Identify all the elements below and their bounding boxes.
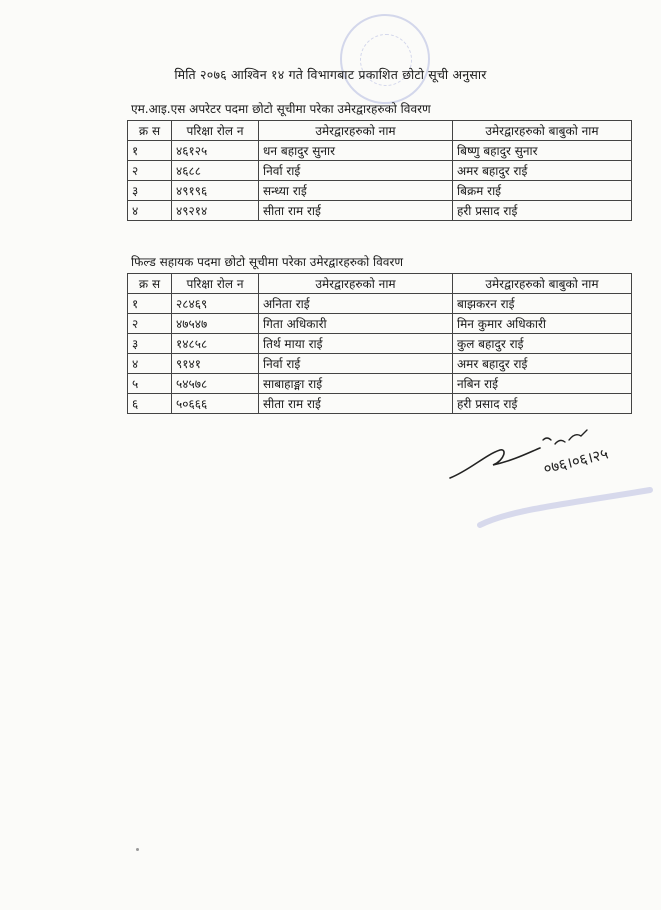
table-row bbox=[128, 334, 632, 354]
cell-candidate-name: साबाहाङ्मा राई bbox=[259, 374, 453, 394]
col-candidate-name: उमेरद्वारहरुको नाम bbox=[259, 121, 453, 141]
cell-father-name: हरी प्रसाद राई bbox=[453, 201, 632, 221]
signature-date: ०७६।०६।२५ bbox=[541, 444, 610, 478]
table-row bbox=[128, 181, 632, 201]
cell-candidate-name: निर्वा राई bbox=[259, 354, 453, 374]
cell-roll-no: ४९१९६ bbox=[172, 181, 259, 201]
page-heading: मिति २०७६ आश्विन १४ गते विभागबाट प्रकाशित छोटो सूची अनुसार bbox=[174, 67, 487, 82]
cell-candidate-name: सीता राम राई bbox=[259, 201, 453, 221]
cell-roll-no: ५४५७८ bbox=[172, 374, 259, 394]
table-row bbox=[128, 141, 632, 161]
cell-roll-no: ९१४१ bbox=[172, 354, 259, 374]
col-candidate-name: उमेरद्वारहरुको नाम bbox=[259, 274, 453, 294]
cell-serial: १ bbox=[128, 141, 172, 161]
cell-father-name: अमर बहादुर राई bbox=[453, 354, 632, 374]
cell-roll-no: ४७५४७ bbox=[172, 314, 259, 334]
col-serial: क्र स bbox=[128, 274, 172, 294]
cell-father-name: नबिन राई bbox=[453, 374, 632, 394]
section1-table bbox=[127, 120, 632, 221]
cell-serial: ६ bbox=[128, 394, 172, 414]
cell-father-name: बिष्णु बहादुर सुनार bbox=[453, 141, 632, 161]
section2-table bbox=[127, 273, 632, 414]
table-row bbox=[128, 314, 632, 334]
cell-serial: ४ bbox=[128, 201, 172, 221]
cell-roll-no: ५०६६६ bbox=[172, 394, 259, 414]
col-father-name: उमेरद्वारहरुको बाबुको नाम bbox=[453, 121, 632, 141]
table-row bbox=[128, 374, 632, 394]
cell-candidate-name: सीता राम राई bbox=[259, 394, 453, 414]
cell-serial: ५ bbox=[128, 374, 172, 394]
table-header-row bbox=[128, 274, 632, 294]
cell-candidate-name: गिता अधिकारी bbox=[259, 314, 453, 334]
cell-father-name: बाझकरन राई bbox=[453, 294, 632, 314]
cell-candidate-name: धन बहादुर सुनार bbox=[259, 141, 453, 161]
cell-father-name: बिक्रम राई bbox=[453, 181, 632, 201]
cell-candidate-name: निर्वा राई bbox=[259, 161, 453, 181]
table-row bbox=[128, 201, 632, 221]
cell-roll-no: १४८५८ bbox=[172, 334, 259, 354]
cell-father-name: मिन कुमार अधिकारी bbox=[453, 314, 632, 334]
faded-stamp-impression bbox=[470, 470, 660, 540]
cell-father-name: हरी प्रसाद राई bbox=[453, 394, 632, 414]
cell-father-name: अमर बहादुर राई bbox=[453, 161, 632, 181]
col-serial: क्र स bbox=[128, 121, 172, 141]
cell-roll-no: २८४६९ bbox=[172, 294, 259, 314]
cell-candidate-name: तिर्थ माया राई bbox=[259, 334, 453, 354]
paper-speck bbox=[136, 848, 139, 851]
table-row bbox=[128, 294, 632, 314]
cell-serial: २ bbox=[128, 314, 172, 334]
cell-roll-no: ४९२१४ bbox=[172, 201, 259, 221]
col-roll-no: परिक्षा रोल न bbox=[172, 121, 259, 141]
cell-serial: ३ bbox=[128, 181, 172, 201]
table-header-row bbox=[128, 121, 632, 141]
cell-serial: ४ bbox=[128, 354, 172, 374]
office-stamp bbox=[340, 14, 430, 104]
cell-roll-no: ४६८८ bbox=[172, 161, 259, 181]
cell-serial: २ bbox=[128, 161, 172, 181]
cell-serial: ३ bbox=[128, 334, 172, 354]
cell-serial: १ bbox=[128, 294, 172, 314]
cell-roll-no: ४६१२५ bbox=[172, 141, 259, 161]
cell-candidate-name: अनिता राई bbox=[259, 294, 453, 314]
cell-candidate-name: सन्ध्या राई bbox=[259, 181, 453, 201]
cell-father-name: कुल बहादुर राई bbox=[453, 334, 632, 354]
table-row bbox=[128, 354, 632, 374]
col-roll-no: परिक्षा रोल न bbox=[172, 274, 259, 294]
col-father-name: उमेरद्वारहरुको बाबुको नाम bbox=[453, 274, 632, 294]
section2-caption: फिल्ड सहायक पदमा छोटो सूचीमा परेका उमेरद्वारहरुको विवरण bbox=[131, 255, 404, 269]
section1-caption: एम.आइ.एस अपरेटर पदमा छोटो सूचीमा परेका उमेरद्वारहरुको विवरण bbox=[131, 102, 431, 116]
table-row bbox=[128, 161, 632, 181]
